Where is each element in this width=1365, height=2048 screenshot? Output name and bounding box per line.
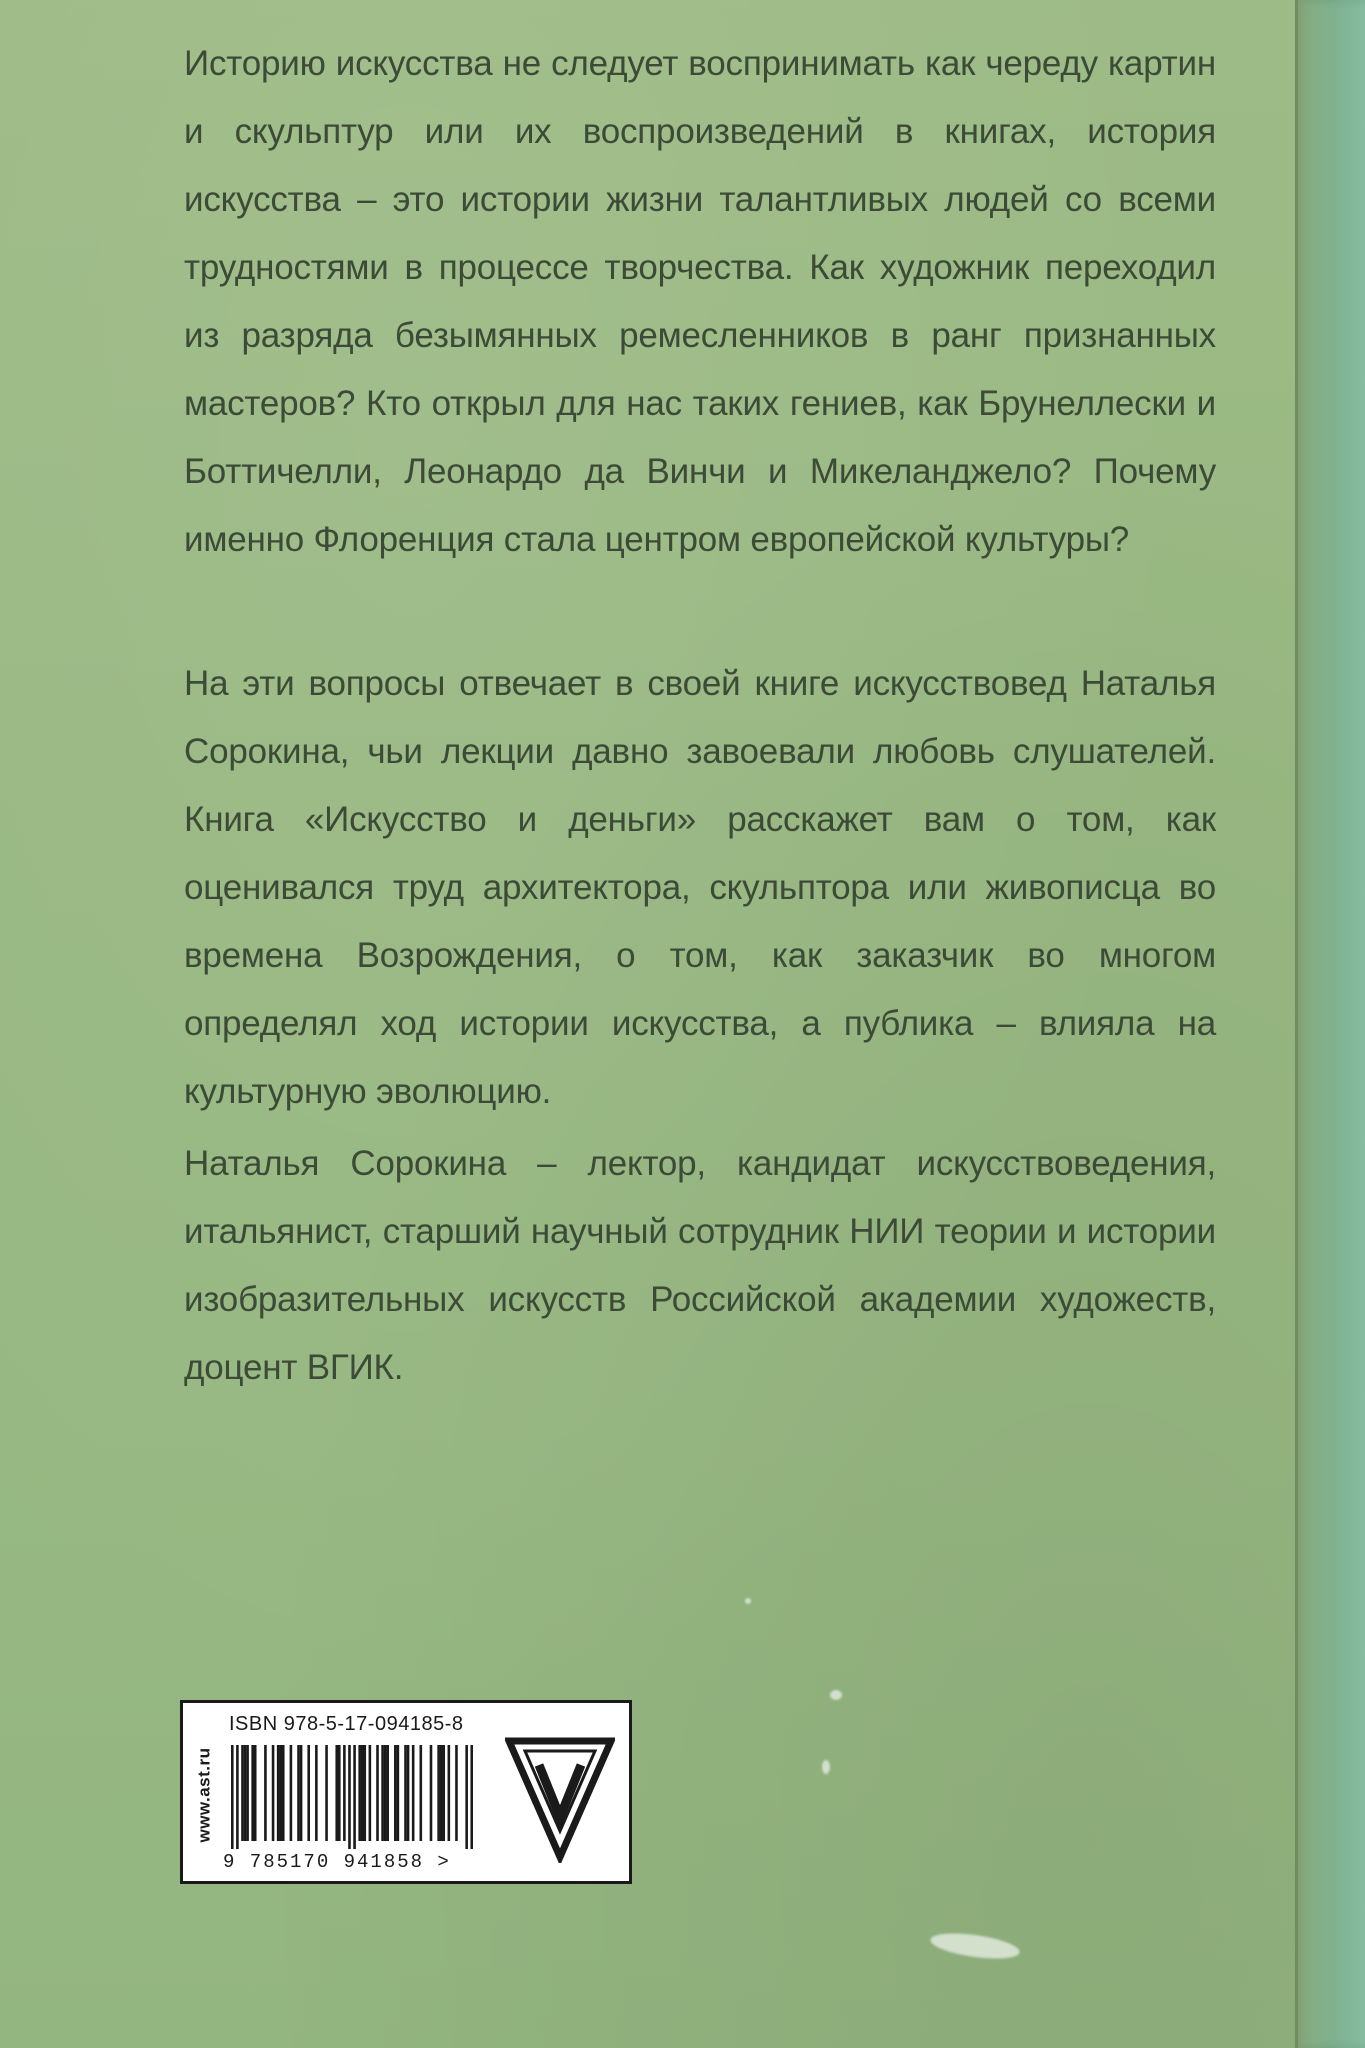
cover-scuff: [830, 1690, 842, 1700]
barcode-bar: [465, 1745, 468, 1849]
description-paragraph: Историю искусства не следует воспринимать как череду картин и скульптур или их воспроизведений в книгах, история искусства – это истории жизни талантливых людей со всеми трудностями в процессе творчества. Как художник переходил из разряда безымянных ремесленников в ранг признанных мастеров? Кто открыл для нас таких гениев, как Брунеллески и Боттичелли, Леонардо да Винчи и Микеланджело? Почему именно Флоренция стала центром европейской культуры?: [184, 44, 1216, 559]
barcode-bar: [348, 1745, 351, 1849]
author-bio-paragraph: Наталья Сорокина – лектор, кандидат искусствоведения, итальянист, старший научный сотрудник НИИ теории и истории изобразительных искусств Российской академии художеств, доцент ВГИК.: [184, 1144, 1216, 1387]
barcode-image: [231, 1745, 473, 1849]
cover-scuff: [745, 1598, 751, 1604]
publisher-url: [191, 1713, 219, 1877]
barcode-bar: [404, 1745, 407, 1841]
publisher-logo-icon: [505, 1735, 615, 1863]
barcode-bar: [244, 1745, 247, 1841]
barcode-bar: [338, 1745, 341, 1841]
barcode-bar: [315, 1745, 318, 1841]
barcode-bar: [325, 1745, 328, 1841]
barcode-bar: [397, 1745, 400, 1841]
barcode-bar: [282, 1745, 285, 1841]
barcode-bar: [455, 1745, 458, 1841]
isbn-barcode-label: [180, 1700, 632, 1884]
barcode-bar: [241, 1745, 244, 1841]
barcode-bar: [300, 1745, 303, 1841]
barcode-bar: [376, 1745, 379, 1841]
publisher-url-text: www.ast.ru: [195, 1747, 214, 1843]
barcode-bar: [279, 1745, 282, 1841]
barcode-bar: [412, 1745, 415, 1841]
barcode-bar: [277, 1745, 280, 1841]
barcode-bar: [264, 1745, 267, 1841]
barcode-bar: [470, 1745, 473, 1849]
cover-scuff: [929, 1929, 1021, 1963]
barcode-bar: [363, 1745, 366, 1841]
barcode-bar: [231, 1745, 234, 1849]
barcode-bar: [407, 1745, 410, 1841]
barcode-bar: [420, 1745, 423, 1841]
barcode-bar: [442, 1745, 445, 1841]
barcode-bar: [307, 1745, 310, 1841]
barcode-bar: [290, 1745, 293, 1841]
barcode-bar: [246, 1745, 249, 1841]
barcode-bar: [254, 1745, 257, 1841]
barcode-bar: [440, 1745, 443, 1841]
barcode-bar: [272, 1745, 275, 1841]
barcode-bar: [353, 1745, 356, 1849]
barcode-bar: [369, 1745, 372, 1841]
barcode-bar: [394, 1745, 397, 1841]
barcode-bar: [384, 1745, 387, 1841]
barcode-bar: [343, 1745, 346, 1841]
book-summary-paragraph: На эти вопросы отвечает в своей книге искусствовед Наталья Сорокина, чьи лекции давно завоевали любовь слушателей. Книга «Искусство и деньги» расскажет вам о том, как оценивался труд архитектора, скульптора или живописца во времена Возрождения, о том, как заказчик во многом определял ход истории искусства, а публика – влияла на культурную эволюцию.: [184, 664, 1216, 1111]
isbn-number: ISBN 978-5-17-094185-8: [229, 1713, 464, 1735]
barcode-bar: [437, 1745, 440, 1841]
barcode-bar: [358, 1745, 361, 1841]
barcode-bar: [251, 1745, 254, 1841]
barcode-bar: [381, 1745, 384, 1841]
cover-scuff: [822, 1760, 830, 1774]
book-spine-edge: [1295, 0, 1365, 2048]
barcode-bar: [430, 1745, 433, 1841]
barcode-digits: 9 785170 941858 >: [223, 1851, 451, 1873]
barcode-bar: [448, 1745, 451, 1841]
barcode-bar: [386, 1745, 389, 1841]
barcode-bar: [236, 1745, 239, 1849]
barcode-bar: [361, 1745, 364, 1841]
barcode-bar: [335, 1745, 338, 1841]
barcode-bar: [297, 1745, 300, 1841]
